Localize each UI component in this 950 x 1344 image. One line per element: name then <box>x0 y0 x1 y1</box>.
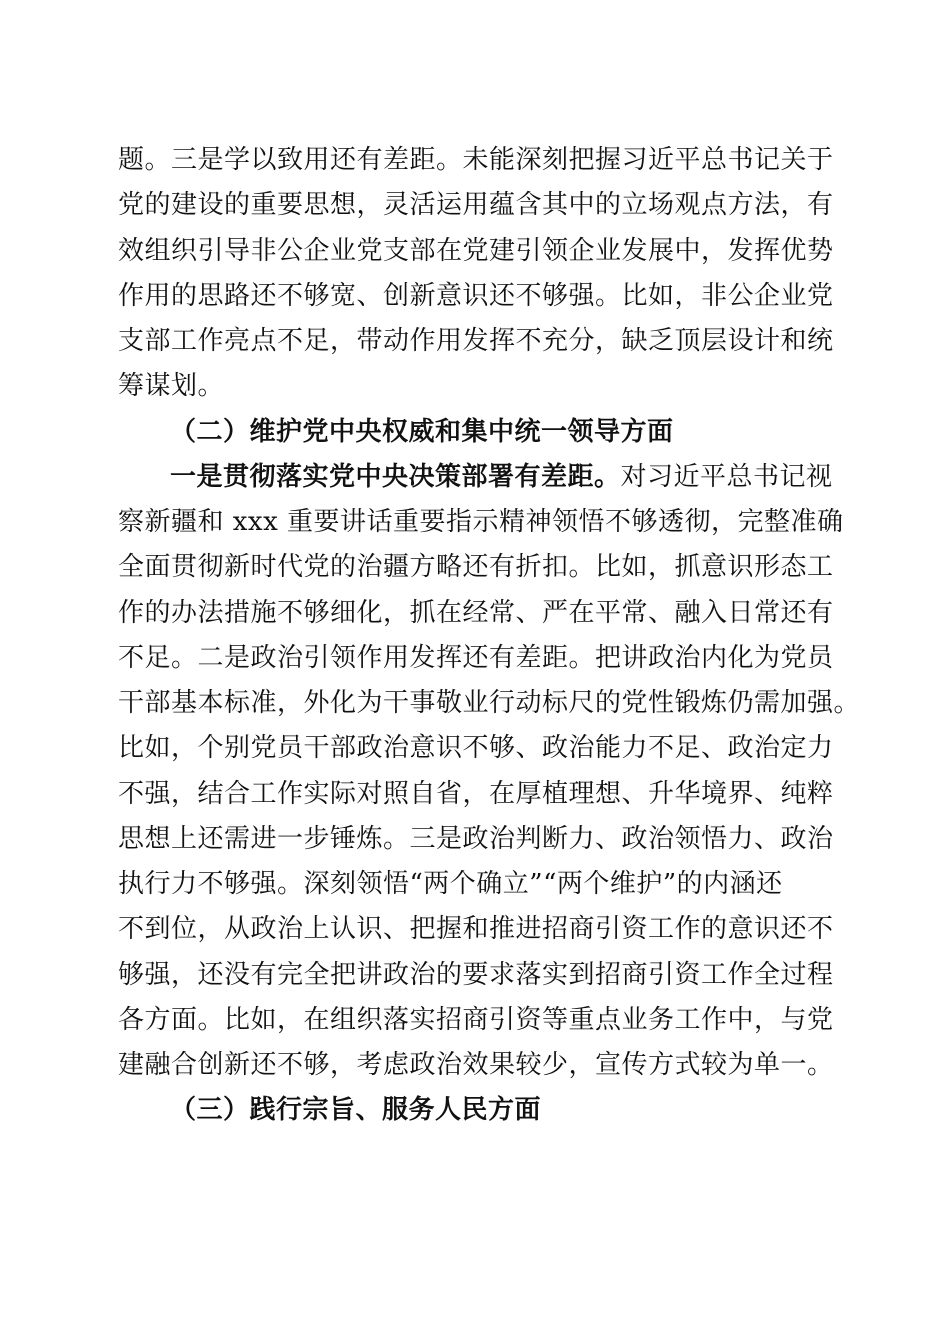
paragraph-line: 执行力不够强。深刻领悟“两个确立”“两个维护”的内涵还 <box>118 869 783 899</box>
paragraph-first-line <box>118 455 838 500</box>
paragraph-line: 筹谋划。 <box>118 371 225 402</box>
paragraph-line: 思想上还需进一步锤炼。三是政治判断力、政治领悟力、政治 <box>118 823 834 854</box>
paragraph-line: 支部工作亮点不足，带动作用发挥不充分，缺乏顶层设计和统 <box>118 326 834 356</box>
section-heading-3: （三）践行宗旨、服务人民方面 <box>170 1095 542 1126</box>
paragraph-line: 不强，结合工作实际对照自省，在厚植理想、升华境界、纯粹 <box>118 778 834 809</box>
lead-sentence-rest: 对习近平总书记视 <box>620 461 833 492</box>
paragraph-line: 察新疆和 xxx 重要讲话重要指示精神领悟不够透彻，完整准确 <box>118 507 844 537</box>
paragraph-line: 全面贯彻新时代党的治疆方略还有折扣。比如，抓意识形态工 <box>118 552 834 583</box>
paragraph-line: 效组织引导非公企业党支部在党建引领企业发展中，发挥优势 <box>118 235 834 266</box>
paragraph-line: 够强，还没有完全把讲政治的要求落实到招商引资工作全过程 <box>118 959 834 990</box>
paragraph-line: 比如，个别党员干部政治意识不够、政治能力不足、政治定力 <box>118 733 834 764</box>
paragraph-line: 党的建设的重要思想，灵活运用蕴含其中的立场观点方法，有 <box>118 190 834 221</box>
paragraph-line: 作用的思路还不够宽、创新意识还不够强。比如，非公企业党 <box>118 280 834 311</box>
section-heading-2: （二）维护党中央权威和集中统一领导方面 <box>170 416 674 447</box>
paragraph-line: 题。三是学以致用还有差距。未能深刻把握习近平总书记关于 <box>118 145 834 175</box>
paragraph-line: 各方面。比如，在组织落实招商引资等重点业务工作中，与党 <box>118 1004 834 1035</box>
paragraph-line: 不足。二是政治引领作用发挥还有差距。把讲政治内化为党员 <box>118 642 834 673</box>
paragraph-line: 作的办法措施不够细化，抓在经常、严在平常、融入日常还有 <box>118 597 834 628</box>
paragraph-line: 不到位，从政治上认识、把握和推进招商引资工作的意识还不 <box>118 914 834 945</box>
document-page <box>118 138 861 1134</box>
paragraph-line: 干部基本标准，外化为干事敬业行动标尺的党性锻炼仍需加强。 <box>118 688 861 718</box>
paragraph-line: 建融合创新还不够，考虑政治效果较少，宣传方式较为单一。 <box>118 1050 834 1080</box>
bold-lead-sentence: 一是贯彻落实党中央决策部署有差距。 <box>170 461 621 492</box>
